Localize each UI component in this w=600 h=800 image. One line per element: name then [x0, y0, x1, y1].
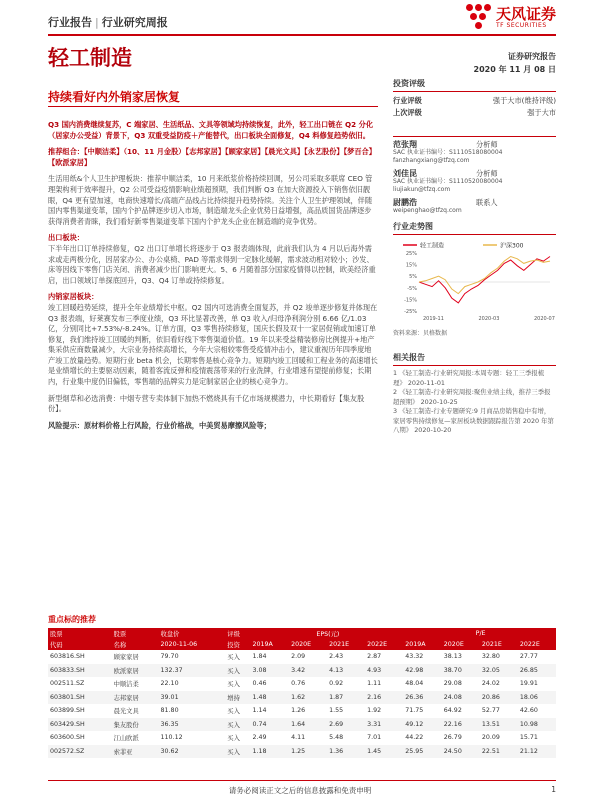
table-row: 002511.SZ 中顺洁柔 22.10 买入 0.46 0.76 0.92 1.11 48.04 29.08 24.02 19.91 [50, 680, 538, 689]
table-row: 603429.SH 集友股份 36.35 买入 0.74 1.64 2.69 3.31 49.12 22.16 13.51 10.98 [48, 718, 556, 732]
brand-logo [466, 4, 556, 30]
subtitle-divider [48, 106, 378, 107]
header-sub: 行业研究周报 [101, 16, 168, 29]
table-row: 603600.SH 江山欧派 110.12 买入 2.49 4.11 5.48 7.01 44.22 26.79 20.09 15.71 [50, 734, 538, 743]
related-item[interactable]: 1 《轻工制造-行业研究周报:本周专题：轻工三季报梳理》 2020-11-01 [393, 369, 545, 387]
analysts-heading: 作者 [393, 123, 556, 137]
sidebar [393, 78, 556, 436]
trend-chart-svg [393, 239, 556, 324]
paragraph-domestic: 竣工回暖趋势延续，提升全年业绩增长中枢。Q2 国内可选消费全面复苏，并 Q2 竣单逐步修复并体现在 Q3 报表端，好莱赛发布三季度业绩，Q3 环比显著改善，单 Q3 收入/归母净利润分别 6.66 亿/1.03 亿，分别同比+7.53%/-8.24%。订单方面，Q3 零售持续修复，国庆长假及双十一家居促销或加速订单修复，我们维持竣工回暖的判断，依旧看好线下零售渠道价值。19 年以来受益精装修房比例提升+地产集采供应商数量减少，大宗业务持续高增长，今年大宗相较零售受疫情冲击小，建议重视历年四季度地产竣工放量趋势。短期行业 beta 机会，长期零售是核心竞争力。短期内竣工回暖和工程业务的高速增长是业绩增长的主要驱动因素，随着客流反弹和疫情震荡带来的行业洗牌，行业增速有望提前修复；长期内，行业集中度仍旧偏低，零售端的品牌实力是定制家居企业的核心竞争力。 [48, 302, 378, 387]
analyst-item: 尉鹏浩 联系人 weipenghao@tfzq.com [393, 198, 556, 215]
main-body [48, 120, 378, 437]
analyst-item: 范张翔 分析师 SAC 执业证书编号：S1110518080004 fanzhangxiang@tfzq.com [393, 140, 556, 165]
recommend-table [48, 628, 556, 758]
page-title: 轻工制造 [48, 46, 132, 70]
risk-warning: 风险提示：原材料价格上行风险，行业价格战，中美贸易摩擦风险等； [48, 420, 271, 430]
paragraph-export: 下半年出口订单持续修复，Q2 出口订单增长将逐步于 Q3 报表端体现，此前我们认为 4 月以后海外需求或走两极分化，因居家办公、办公桌椅、PAD 等需求得到一定脉化缓解，需求波动相对较小；沙发、床等因线下零售门店关闭、消费者减少出门影响更大。5、6 月随着部分国家疫情得以控制，欧美经济重启，出口领域订单探底回升，Q3、Q4 订单或持续修复。 [48, 243, 376, 285]
summary-p2: 推荐组合：【中顺洁柔】（10、11 月金股）【志邦家居】【顾家家居】【晨光文具】【永艺股份】【梦百合】【欧派家居】 [48, 147, 376, 167]
logo-cn: 天风证券 [495, 4, 556, 23]
x-tick-label: 2020-03 [478, 316, 500, 322]
report-header: 行业报告 | 行业研究周报 [48, 16, 168, 29]
y-tick-label: 5% [409, 274, 417, 281]
footer-divider [48, 780, 556, 781]
rating-row: 行业评级 强于大市(维持评级) [393, 96, 556, 105]
y-tick-label: -25% [404, 309, 417, 315]
table-header: 代码 名称 2020-11-06 投资 2019A 2020E 2021E 2022E 2019A 2020E 2021E 2022E [48, 639, 556, 650]
rating-heading: 投资评级 [393, 78, 556, 92]
legend-label: 轻工制造 [420, 242, 445, 250]
table-row: 002572.SZ 索菲亚 30.62 买入 1.18 1.25 1.36 1.45 25.95 24.50 22.51 21.12 [48, 745, 556, 759]
trend-heading: 行业走势图 [393, 221, 556, 235]
logo-icon [466, 4, 492, 30]
y-tick-label: 15% [405, 262, 417, 269]
footer [0, 785, 600, 796]
chart-source: 资料来源：贝格数据 [393, 330, 448, 337]
paragraph-tobacco: 新型烟草和必选消费：中烟专营专卖体制下加热不燃烧具有千亿市场规模潜力，中长期看好【集友股份】。 [48, 393, 365, 414]
header-category: 行业报告 [48, 16, 92, 29]
table-header-top: 股票 股票 收盘价 评级 EPS(元) P/E [48, 628, 556, 639]
footer-disclaimer: 请务必阅读正文之后的信息披露和免责申明 [228, 786, 372, 795]
series-line [419, 257, 550, 294]
prev-rating-row: 上次评级 强于大市 [393, 108, 556, 117]
page-number: 1 [551, 785, 556, 794]
table-row: 603833.SH 欧派家居 132.37 买入 3.08 3.42 4.13 4.93 42.98 38.70 32.05 26.85 [48, 664, 556, 678]
related-item[interactable]: 3 《轻工制造-行业专题研究:9 月商品房销售稳中有增，家居零售持续修复—家居板块数据跟踪报告第 2020 年第八期》 2020-10-20 [393, 407, 554, 434]
report-meta [474, 50, 556, 76]
export-heading: 出口板块： [48, 233, 84, 243]
report-date: 2020 年 11 月 08 日 [473, 65, 556, 74]
y-tick-label: -15% [404, 297, 417, 304]
table-title: 重点标的推荐 [48, 615, 96, 624]
series-line [419, 257, 550, 303]
table-row: 603816.SH 顾家家居 79.70 买入 1.84 2.09 2.43 2.87 43.32 38.13 32.80 27.77 [50, 653, 538, 662]
y-tick-label: -5% [407, 285, 417, 292]
legend-label: 沪深300 [500, 242, 524, 250]
header-divider [48, 34, 556, 36]
trend-chart [393, 239, 556, 326]
related-item[interactable]: 2 《轻工制造-行业研究周报:聚焦业绩主线，推荐三季报超预期》 2020-10-25 [393, 388, 551, 406]
domestic-heading: 内销家居板块： [48, 292, 99, 302]
table-row: 603801.SH 志邦家居 39.01 增持 1.48 1.62 1.87 2.16 26.36 24.08 20.86 18.06 [48, 691, 556, 705]
paragraph-hygiene: 生活用纸&个人卫生护理板块：推荐中顺洁柔，10 月来纸浆价格持续回调，另公司采取多联席 CEO 管理架构利于效率提升，Q2 公司受益疫情影响业绩超预期，我们判断 Q3 在加大资源投入下销售依旧靓眼，Q4 更有望加速，电商快速增长/高端产品线占比持续提升趋势持续。关注个人卫生护理领域，伴随国内零售渠道变革，国内个护品牌逐步切入市场，制造端龙头企业优势日益增强，高品质国货品牌逐步获得消费者青睐，我们看好新零售渠道变革下国内个护龙头企业在制造端的竞争优势。 [48, 174, 373, 226]
table-row: 603899.SH 晨光文具 81.80 买入 1.14 1.26 1.55 1.92 71.75 64.92 52.77 42.60 [50, 707, 538, 716]
analyst-list [393, 140, 556, 215]
analyst-item: 刘佳昆 分析师 SAC 执业证书编号：S1110520080004 liujiakun@tfzq.com [393, 169, 556, 194]
analyst-email[interactable]: weipenghao@tfzq.com [393, 207, 462, 214]
logo-en: TF SECURITIES [495, 21, 547, 29]
analyst-email[interactable]: liujiakun@tfzq.com [393, 186, 451, 193]
analyst-email[interactable]: fanzhangxiang@tfzq.com [393, 157, 470, 164]
x-tick-label: 2020-07 [534, 316, 555, 322]
report-type: 证券研究报告 [508, 52, 556, 61]
x-tick-label: 2019-11 [423, 316, 444, 322]
related-heading: 相关报告 [393, 352, 556, 366]
report-subtitle: 持续看好内外销家居恢复 [48, 90, 181, 104]
y-tick-label: 25% [405, 251, 417, 257]
summary-p1: Q3 国内消费继续复苏，C 端家居、生活纸品、文具等领域均持续恢复，此外，轻工出口链在 Q2 分化（居家办公受益）背景下，Q3 双重受益防疫＋产能替代，出口板块全面修复，Q4 料修复趋势依旧。 [48, 120, 374, 140]
